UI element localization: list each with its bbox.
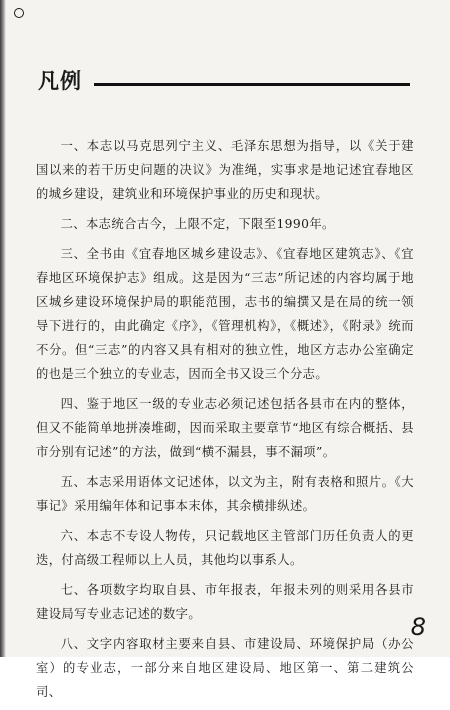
binding-hole-mark (14, 8, 24, 18)
section-title: 凡例 (38, 68, 82, 93)
paragraph-2: 二、本志统合古今，上限不定，下限至1990年。 (60, 217, 335, 231)
body-text (36, 134, 414, 710)
paragraph-7: 七、各项数字均取自县、市年报表，年报未列的则采用各县市建设局写专业志记述的数字。 (36, 583, 414, 621)
title-rule (94, 83, 410, 86)
paragraph-1: 一、本志以马克思列宁主义、毛泽东思想为指导，以《关于建国以来的若干历史问题的决议》为准绳，实事求是地记述宜春地区的城乡建设，建筑业和环境保护事业的历史和现状。 (36, 139, 414, 201)
paragraph-6: 六、本志不专设人物传，只记载地区主管部门历任负责人的更迭，付高级工程师以上人员，其他均以事系人。 (36, 529, 414, 567)
scan-edge (0, 0, 6, 657)
page-number: 8 (410, 613, 426, 641)
paragraph-8: 八、文字内容取材主要来自县、市建设局、环境保护局（办公室）的专业志，一部分来自地区建设局、地区第一、第二建筑公司、 (36, 637, 414, 699)
section-header (38, 68, 410, 102)
paragraph-5: 五、本志采用语体文记述体，以文为主，附有表格和照片。《大事记》采用编年体和记事本末体，其余横排纵述。 (36, 475, 414, 513)
paragraph-4: 四、鉴于地区一级的专业志必须记述包括各县市在内的整体，但又不能简单地拼凑堆砌，因而采取主要章节“地区有综合概括、县市分别有记述”的方法，做到“横不漏县，事不漏项”。 (36, 397, 414, 459)
paragraph-3: 三、全书由《宜春地区城乡建设志》、《宜春地区建筑志》、《宜春地区环境保护志》组成。这是因为“三志”所记述的内容均属于地区城乡建设环境保护局的职能范围，志书的编撰又是在局的统一领导下进行的，由此确定《序》，《管理机构》，《概述》，《附录》统而不分。但“三志”的内容又具有相对的独立性，地区方志办公室确定的也是三个独立的专业志，因而全书又设三个分志。 (36, 247, 414, 381)
